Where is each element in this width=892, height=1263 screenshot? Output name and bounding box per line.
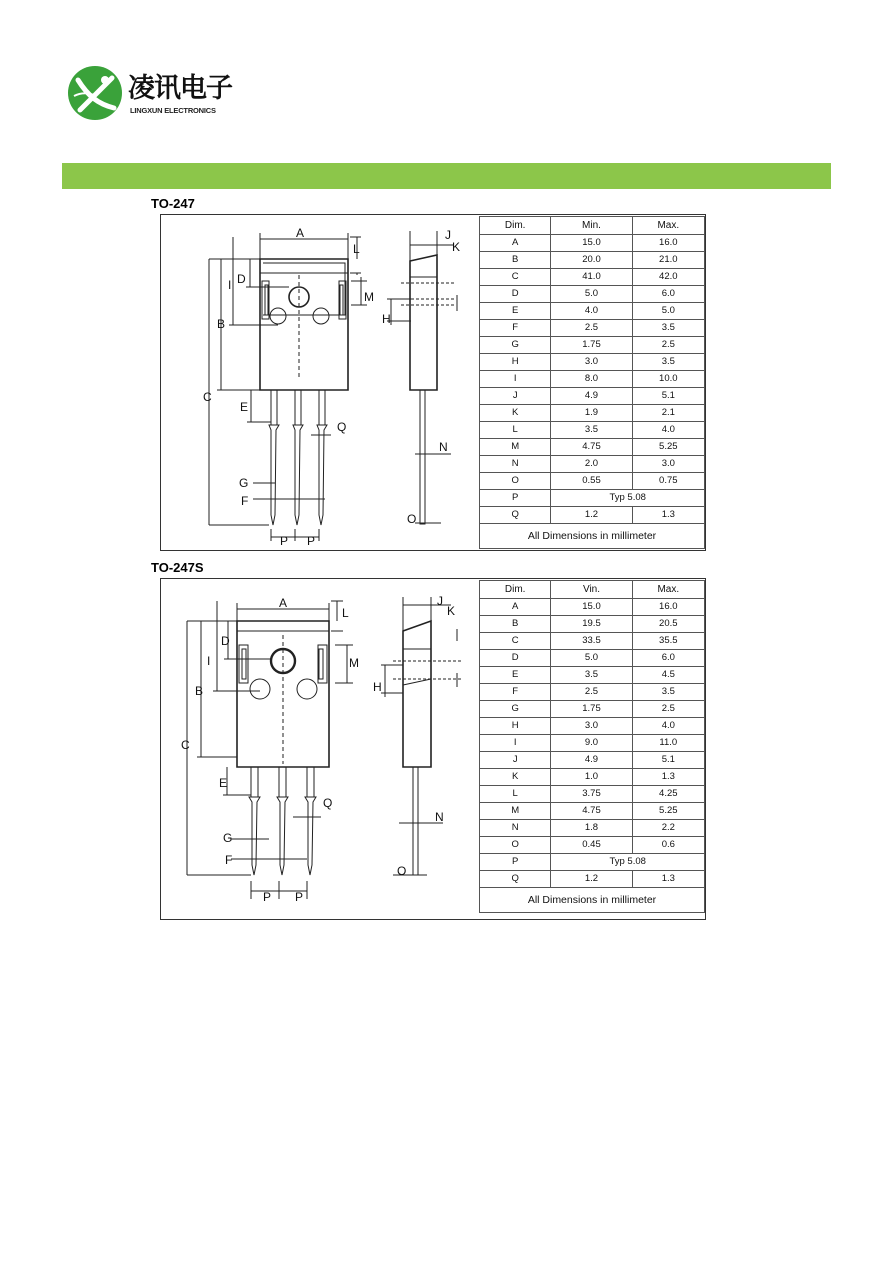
table-row: [480, 718, 705, 735]
table-cell-max: 5.25: [632, 439, 704, 456]
table-cell-min: 4.9: [551, 388, 632, 405]
label-k: K: [452, 240, 461, 254]
table-cell-dim: B: [480, 616, 551, 633]
label-c: C: [203, 390, 212, 404]
table-row: [480, 269, 705, 286]
label-i: I: [207, 654, 211, 668]
table-cell-min: 1.0: [551, 769, 632, 786]
table-row: [480, 235, 705, 252]
table-cell-dim: O: [480, 837, 551, 854]
table-cell-dim: F: [480, 320, 551, 337]
table-cell-min: 2.5: [551, 684, 632, 701]
table-cell-dim: N: [480, 456, 551, 473]
table-row: [480, 701, 705, 718]
label-n: N: [435, 810, 444, 824]
table-cell-dim: M: [480, 439, 551, 456]
table-cell-min: 8.0: [551, 371, 632, 388]
label-b: B: [217, 317, 226, 331]
label-f: F: [225, 853, 233, 867]
label-h: H: [382, 312, 391, 326]
table-cell-max: 3.5: [632, 684, 704, 701]
table-row: [480, 286, 705, 303]
table-cell-dim: G: [480, 337, 551, 354]
dimension-table-to247: [479, 216, 705, 549]
label-g: G: [223, 831, 233, 845]
label-h: H: [373, 680, 382, 694]
label-p-1: P: [280, 534, 289, 548]
table-cell-dim: D: [480, 650, 551, 667]
table-cell-max: 16.0: [632, 235, 704, 252]
table-cell-dim: B: [480, 252, 551, 269]
header-max: Max.: [632, 581, 704, 599]
table-row: [480, 422, 705, 439]
label-j: J: [437, 594, 443, 608]
package-title-to247s: TO-247S: [151, 560, 204, 575]
table-cell-dim: E: [480, 667, 551, 684]
table-row: [480, 684, 705, 701]
table-cell-dim: G: [480, 701, 551, 718]
table-cell-max: 35.5: [632, 633, 704, 650]
table-cell-dim: L: [480, 786, 551, 803]
table-cell-min: 4.75: [551, 803, 632, 820]
table-row: [480, 752, 705, 769]
table-row: [480, 320, 705, 337]
table-cell-dim: K: [480, 405, 551, 422]
table-cell-dim: O: [480, 473, 551, 490]
logo-text-cn: 凌讯电子: [128, 73, 232, 104]
label-q: Q: [323, 796, 333, 810]
table-cell-min: 5.0: [551, 286, 632, 303]
table-row: [480, 837, 705, 854]
label-p-2: P: [295, 890, 304, 904]
table-cell-max: 5.1: [632, 752, 704, 769]
table-cell-dim: Q: [480, 871, 551, 888]
table-cell-min: 4.9: [551, 752, 632, 769]
table-row: [480, 616, 705, 633]
table-cell-typ: Typ 5.08: [551, 490, 705, 507]
label-m: M: [349, 656, 359, 670]
table-rows: [480, 235, 705, 490]
table-cell-dim: P: [480, 490, 551, 507]
table-cell-max: 11.0: [632, 735, 704, 752]
table-cell-dim: E: [480, 303, 551, 320]
table-cell-max: 4.0: [632, 422, 704, 439]
table-cell-max: 5.1: [632, 388, 704, 405]
logo-text-en: LINGXUN ELECTRONICS: [130, 106, 216, 115]
header-min: Min.: [551, 217, 632, 235]
label-k: K: [447, 604, 456, 618]
table-cell-min: 1.2: [551, 871, 632, 888]
table-cell-max: 0.75: [632, 473, 704, 490]
table-cell-dim: A: [480, 599, 551, 616]
table-row: [480, 405, 705, 422]
table-cell-min: 4.0: [551, 303, 632, 320]
label-o: O: [397, 864, 407, 878]
table-footer: All Dimensions in millimeter: [480, 524, 705, 549]
table-footer: All Dimensions in millimeter: [480, 888, 705, 913]
label-a: A: [296, 226, 305, 240]
label-e: E: [240, 400, 249, 414]
header-min: Vin.: [551, 581, 632, 599]
table-cell-min: 3.0: [551, 354, 632, 371]
label-q: Q: [337, 420, 347, 434]
table-cell-max: 5.0: [632, 303, 704, 320]
table-cell-min: 15.0: [551, 235, 632, 252]
table-row: [480, 371, 705, 388]
table-cell-max: 1.3: [632, 507, 704, 524]
outline-drawing-to247s: [161, 579, 479, 919]
table-cell-dim: I: [480, 735, 551, 752]
table-cell-dim: H: [480, 718, 551, 735]
table-cell-min: 2.0: [551, 456, 632, 473]
table-cell-min: 1.75: [551, 337, 632, 354]
label-a: A: [279, 596, 288, 610]
table-cell-dim: H: [480, 354, 551, 371]
table-cell-min: 0.55: [551, 473, 632, 490]
table-cell-min: 0.45: [551, 837, 632, 854]
label-p-2: P: [307, 534, 316, 548]
label-b: B: [195, 684, 204, 698]
table-cell-min: 1.8: [551, 820, 632, 837]
table-cell-max: 42.0: [632, 269, 704, 286]
table-cell-min: 33.5: [551, 633, 632, 650]
label-p-1: P: [263, 890, 272, 904]
label-l: L: [353, 242, 360, 256]
table-cell-min: 9.0: [551, 735, 632, 752]
table-cell-dim: D: [480, 286, 551, 303]
header-dim: Dim.: [480, 217, 551, 235]
table-cell-min: 1.75: [551, 701, 632, 718]
table-row: [480, 667, 705, 684]
table-cell-max: 6.0: [632, 286, 704, 303]
table-rows: [480, 599, 705, 854]
table-cell-min: 3.75: [551, 786, 632, 803]
table-cell-dim: P: [480, 854, 551, 871]
table-cell-max: 10.0: [632, 371, 704, 388]
table-cell-dim: Q: [480, 507, 551, 524]
label-c: C: [181, 738, 190, 752]
table-row: [480, 650, 705, 667]
header-bar: [62, 163, 831, 189]
table-cell-min: 15.0: [551, 599, 632, 616]
table-cell-max: 0.6: [632, 837, 704, 854]
label-d: D: [237, 272, 246, 286]
table-cell-max: 3.5: [632, 320, 704, 337]
table-cell-min: 3.5: [551, 667, 632, 684]
table-row: [480, 456, 705, 473]
table-cell-max: 6.0: [632, 650, 704, 667]
table-row: [480, 735, 705, 752]
table-row: [480, 303, 705, 320]
package-frame-to247: [160, 214, 706, 551]
table-row: [480, 803, 705, 820]
label-e: E: [219, 776, 228, 790]
label-n: N: [439, 440, 448, 454]
label-m: M: [364, 290, 374, 304]
table-row: [480, 473, 705, 490]
table-cell-max: 16.0: [632, 599, 704, 616]
label-o: O: [407, 512, 417, 526]
table-row: [480, 252, 705, 269]
label-i: I: [228, 278, 232, 292]
label-d: D: [221, 634, 230, 648]
label-j: J: [445, 228, 451, 242]
table-cell-min: 3.0: [551, 718, 632, 735]
table-row: [480, 337, 705, 354]
table-cell-dim: A: [480, 235, 551, 252]
table-cell-max: 3.5: [632, 354, 704, 371]
table-row: [480, 786, 705, 803]
label-l: L: [342, 606, 349, 620]
package-frame-to247s: [160, 578, 706, 920]
label-g: G: [239, 476, 249, 490]
table-cell-min: 41.0: [551, 269, 632, 286]
table-row: [480, 633, 705, 650]
table-cell-max: 1.3: [632, 871, 704, 888]
header-dim: Dim.: [480, 581, 551, 599]
table-row: [480, 388, 705, 405]
table-cell-dim: I: [480, 371, 551, 388]
table-cell-min: 1.2: [551, 507, 632, 524]
table-cell-dim: L: [480, 422, 551, 439]
table-cell-dim: C: [480, 269, 551, 286]
table-cell-dim: F: [480, 684, 551, 701]
package-title-to247: TO-247: [151, 196, 195, 211]
table-cell-max: 5.25: [632, 803, 704, 820]
outline-drawing-to247: [161, 215, 479, 550]
table-cell-max: 2.5: [632, 701, 704, 718]
table-cell-min: 19.5: [551, 616, 632, 633]
table-cell-max: 4.25: [632, 786, 704, 803]
table-cell-dim: K: [480, 769, 551, 786]
table-row: [480, 439, 705, 456]
table-cell-min: 1.9: [551, 405, 632, 422]
table-cell-max: 20.5: [632, 616, 704, 633]
table-cell-min: 5.0: [551, 650, 632, 667]
table-row: [480, 820, 705, 837]
table-cell-min: 2.5: [551, 320, 632, 337]
table-cell-max: 2.5: [632, 337, 704, 354]
table-cell-max: 3.0: [632, 456, 704, 473]
table-cell-dim: J: [480, 388, 551, 405]
label-f: F: [241, 494, 249, 508]
company-logo: [68, 66, 248, 122]
table-row: [480, 354, 705, 371]
table-cell-min: 3.5: [551, 422, 632, 439]
table-row: [480, 769, 705, 786]
table-cell-typ: Typ 5.08: [551, 854, 705, 871]
table-row: [480, 599, 705, 616]
dimension-table-to247s: [479, 580, 705, 913]
table-cell-max: 2.2: [632, 820, 704, 837]
logo-emblem-icon: [68, 66, 122, 120]
table-cell-max: 2.1: [632, 405, 704, 422]
table-cell-min: 20.0: [551, 252, 632, 269]
table-cell-max: 21.0: [632, 252, 704, 269]
table-cell-dim: N: [480, 820, 551, 837]
table-cell-dim: C: [480, 633, 551, 650]
table-cell-dim: J: [480, 752, 551, 769]
table-cell-max: 4.0: [632, 718, 704, 735]
table-cell-min: 4.75: [551, 439, 632, 456]
header-max: Max.: [632, 217, 704, 235]
table-cell-max: 4.5: [632, 667, 704, 684]
table-cell-max: 1.3: [632, 769, 704, 786]
table-cell-dim: M: [480, 803, 551, 820]
